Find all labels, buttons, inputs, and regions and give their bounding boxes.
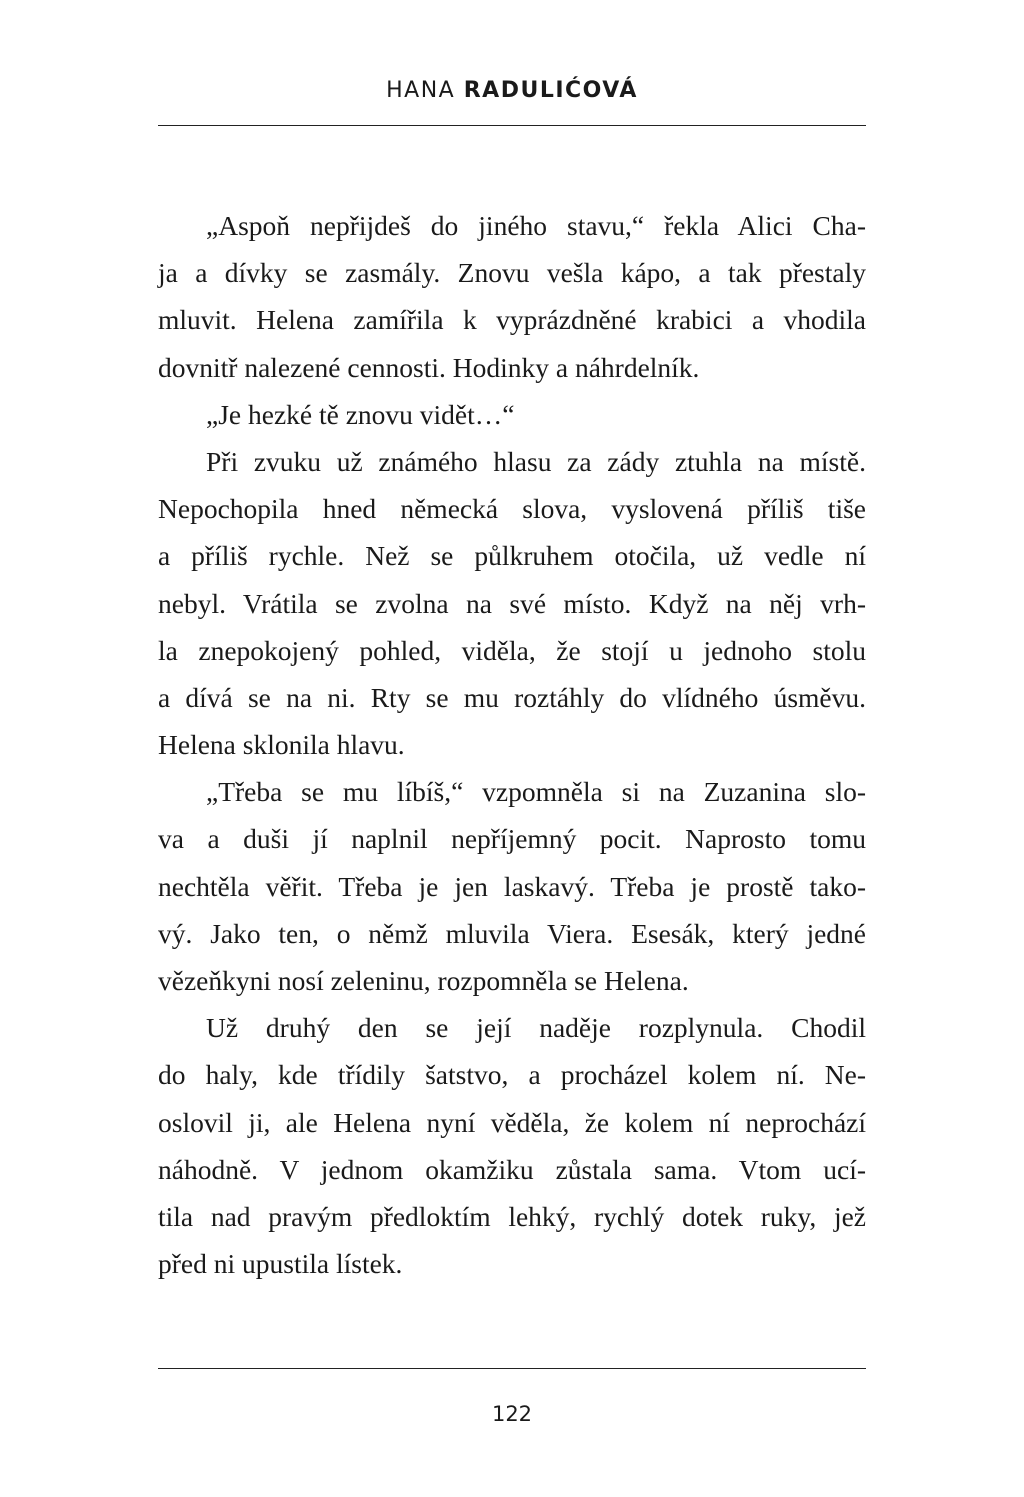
text-line: vý. Jako ten, o němž mluvila Viera. Esesák, který jedné bbox=[158, 917, 866, 949]
author-last-name: RADULIĆOVÁ bbox=[463, 78, 638, 103]
text-line: náhodně. V jednom okamžiku zůstala sama. Vtom ucí- bbox=[158, 1153, 866, 1185]
text-line: Už druhý den se její naděje rozplynula. Chodil bbox=[206, 1012, 866, 1044]
text-line: a dívá se na ni. Rty se mu roztáhly do vlídného úsměvu. bbox=[158, 681, 866, 713]
header-rule bbox=[158, 125, 866, 126]
body-text bbox=[158, 202, 866, 1287]
text-line: oslovil ji, ale Helena nyní věděla, že kolem ní neprochází bbox=[158, 1106, 866, 1138]
text-line: „Aspoň nepřijdeš do jiného stavu,“ řekla Alici Cha- bbox=[206, 210, 866, 241]
text-line: va a duši jí naplnil nepříjemný pocit. Naprosto tomu bbox=[158, 823, 866, 855]
text-line: Helena sklonila hlavu. bbox=[158, 729, 405, 761]
author-first-name: HANA bbox=[386, 78, 456, 103]
text-line: ja a dívky se zasmály. Znovu vešla kápo, a tak přestaly bbox=[158, 257, 866, 289]
text-line: „Třeba se mu líbíš,“ vzpomněla si na Zuzanina slo- bbox=[206, 776, 866, 808]
text-line: mluvit. Helena zamířila k vyprázdněné krabici a vhodila bbox=[158, 304, 866, 336]
text-line: tila nad pravým předloktím lehký, rychlý dotek ruky, jež bbox=[158, 1200, 866, 1232]
text-line: Nepochopila hned německá slova, vyslovená příliš tiše bbox=[158, 493, 866, 525]
text-line: a příliš rychle. Než se půlkruhem otočila, už vedle ní bbox=[158, 540, 866, 572]
text-line: nechtěla věřit. Třeba je jen laskavý. Třeba je prostě tako- bbox=[158, 870, 866, 902]
text-line: do haly, kde třídily šatstvo, a procházel kolem ní. Ne- bbox=[158, 1059, 866, 1091]
text-line: dovnitř nalezené cennosti. Hodinky a náhrdelník. bbox=[158, 351, 700, 383]
text-line: la znepokojený pohled, viděla, že stojí u jednoho stolu bbox=[158, 634, 866, 666]
text-line: „Je hezké tě znovu vidět…“ bbox=[206, 398, 515, 430]
text-line: vězeňkyni nosí zeleninu, rozpomněla se Helena. bbox=[158, 965, 689, 996]
running-head bbox=[0, 76, 1024, 106]
text-line: Při zvuku už známého hlasu za zády ztuhla na místě. bbox=[206, 445, 866, 477]
footer-rule bbox=[158, 1368, 866, 1369]
page-number: 122 bbox=[491, 1402, 533, 1426]
text-line: před ni upustila lístek. bbox=[158, 1248, 403, 1280]
text-line: nebyl. Vrátila se zvolna na své místo. Když na něj vrh- bbox=[158, 587, 866, 619]
